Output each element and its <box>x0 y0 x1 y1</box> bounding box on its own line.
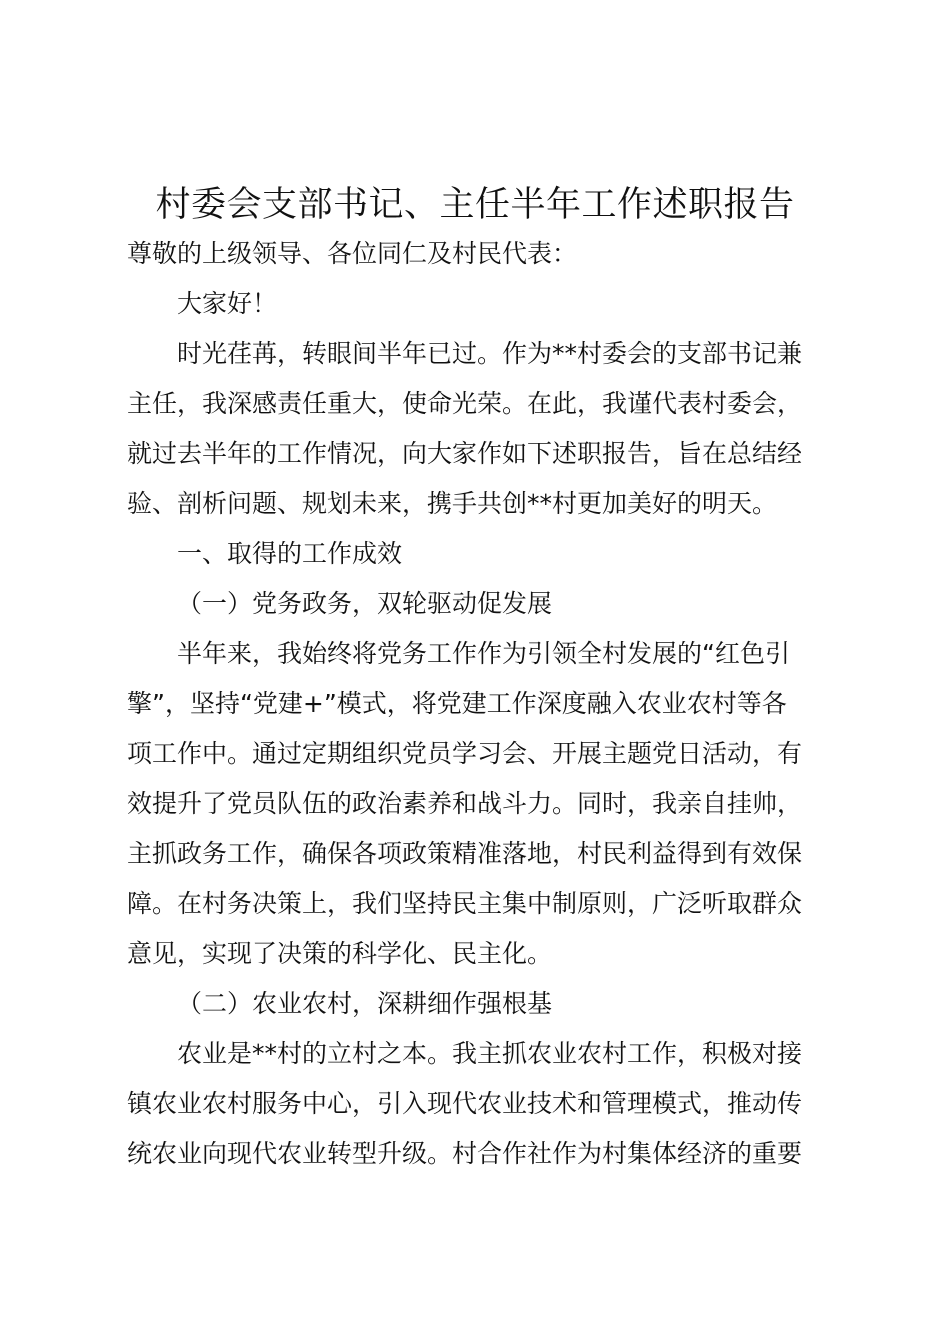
subsection-heading: （一）党务政务，双轮驱动促发展 <box>177 589 553 618</box>
document-title: 村委会支部书记、主任半年工作述职报告 <box>155 185 795 225</box>
paragraph-line: 擎”，坚持“党建+”模式，将党建工作深度融入农业农村等各 <box>127 689 787 718</box>
paragraph-line: 时光荏苒，转眼间半年已过。作为**村委会的支部书记兼 <box>177 339 803 368</box>
paragraph-line: 半年来，我始终将党务工作作为引领全村发展的“红色引 <box>177 639 790 668</box>
paragraph-line: 就过去半年的工作情况，向大家作如下述职报告，旨在总结经 <box>127 439 803 468</box>
greeting-line: 大家好！ <box>177 289 278 318</box>
salutation: 尊敬的上级领导、各位同仁及村民代表： <box>127 239 578 268</box>
document-body <box>127 284 842 1184</box>
section-heading: 一、取得的工作成效 <box>177 539 403 568</box>
paragraph-line: 效提升了党员队伍的政治素养和战斗力。同时，我亲自挂帅， <box>127 789 803 818</box>
paragraph-line: 意见，实现了决策的科学化、民主化。 <box>127 939 553 968</box>
paragraph-line: 项工作中。通过定期组织党员学习会、开展主题党日活动，有 <box>127 739 803 768</box>
paragraph-line: 农业是**村的立村之本。我主抓农业农村工作，积极对接 <box>177 1039 803 1068</box>
paragraph-line: 验、剖析问题、规划未来，携手共创**村更加美好的明天。 <box>127 489 778 518</box>
subsection-heading: （二）农业农村，深耕细作强根基 <box>177 989 553 1018</box>
paragraph-line: 主任，我深感责任重大，使命光荣。在此，我谨代表村委会， <box>127 389 803 418</box>
paragraph-line: 主抓政务工作，确保各项政策精准落地，村民利益得到有效保 <box>127 839 803 868</box>
paragraph-line: 统农业向现代农业转型升级。村合作社作为村集体经济的重要 <box>127 1139 803 1168</box>
paragraph-line: 障。在村务决策上，我们坚持民主集中制原则，广泛听取群众 <box>127 889 803 918</box>
paragraph-line: 镇农业农村服务中心，引入现代农业技术和管理模式，推动传 <box>127 1089 803 1118</box>
